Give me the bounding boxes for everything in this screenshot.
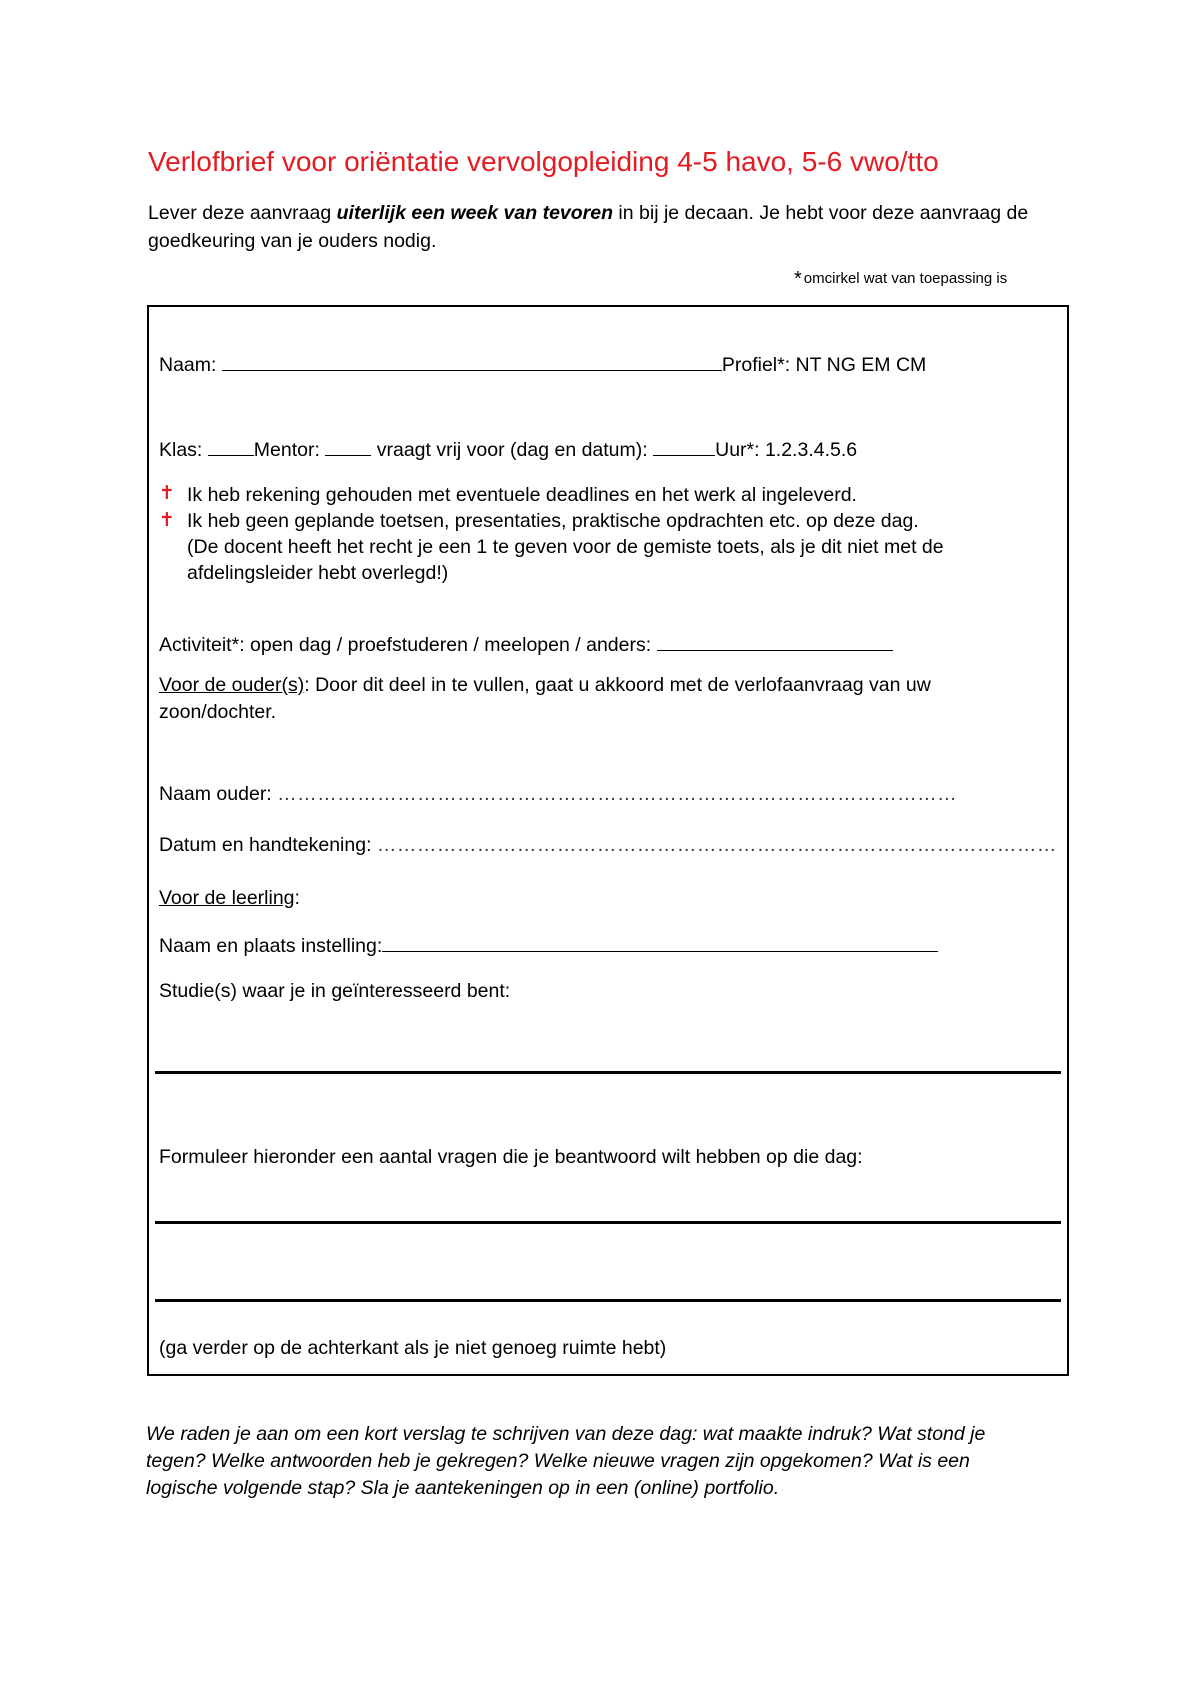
class-row [159, 437, 857, 462]
signature-field[interactable]: ………………………………………………………………………………………… [376, 834, 1057, 856]
institution-label: Naam en plaats instelling: [159, 935, 383, 957]
request-form [147, 305, 1069, 1376]
name-label: Naam: [159, 354, 217, 376]
check-note-line2: afdelingsleider hebt overlegd!) [187, 562, 449, 584]
report-advice: We raden je aan om een kort verslag te schrijven van deze dag: wat maakte indruk? Wat stond je tegen? Welke antwoorden heb je gekregen? Welke nieuwe vragen zijn opgekomen? Wat is een logische volgende stap? Sla je aantekeningen op in een (online) portfolio. [146, 1423, 986, 1499]
studies-answer-line[interactable] [155, 1071, 1061, 1074]
intro-post: in bij je decaan. Je hebt voor deze aanvraag de goedkeuring van je ouders nodig. [148, 202, 1029, 252]
activity-row [159, 632, 893, 657]
class-label: Klas: [159, 439, 203, 461]
backside-note: (ga verder op de achterkant als je niet genoeg ruimte hebt) [159, 1337, 667, 1359]
intro-pre: Lever deze aanvraag [148, 202, 337, 224]
profile-options[interactable]: Profiel*: NT NG EM CM [721, 354, 927, 376]
check-item-tests [159, 509, 175, 532]
student-heading-row [159, 887, 300, 910]
institution-field[interactable] [382, 933, 938, 952]
class-field[interactable] [208, 437, 254, 456]
studies-label: Studie(s) waar je in geïnteresseerd bent: [159, 980, 511, 1002]
parent-name-label: Naam ouder: [159, 783, 272, 805]
intro-emphasis: uiterlijk een week van tevoren [336, 202, 614, 224]
mentor-label: Mentor: [253, 439, 320, 461]
asterisk-icon: * [794, 268, 802, 290]
check-note-line1: (De docent heeft het recht je een 1 te geven voor de gemiste toets, als je dit niet met de [187, 536, 944, 558]
parent-name-row [159, 783, 957, 806]
questions-answer-line-2[interactable] [155, 1299, 1061, 1302]
parents-text: : Door dit deel in te vullen, gaat u akkoord met de verlofaanvraag van uw [304, 674, 931, 696]
activity-other-field[interactable] [657, 632, 893, 651]
parents-heading: Voor de ouder(s) [159, 674, 305, 696]
signature-label: Datum en handtekening: [159, 834, 372, 856]
questions-label: Formuleer hieronder een aantal vragen die je beantwoord wilt hebben op die dag: [159, 1146, 863, 1168]
name-row [159, 352, 926, 377]
student-heading: Voor de leerling [159, 887, 295, 909]
page-title: Verlofbrief voor oriëntatie vervolgopleiding 4-5 havo, 5-6 vwo/tto [148, 146, 939, 177]
signature-row [159, 834, 1057, 857]
parents-line2: zoon/dochter. [159, 701, 277, 723]
student-heading-colon: : [294, 887, 300, 909]
intro-text [148, 199, 1048, 255]
circle-note [794, 266, 1007, 289]
date-label: vraagt vrij voor (dag en datum): [376, 439, 648, 461]
hour-options[interactable]: Uur*: 1.2.3.4.5.6 [715, 439, 858, 461]
check-item-tests-text: Ik heb geen geplande toetsen, presentaties, praktische opdrachten etc. op deze dag. [187, 510, 919, 532]
parent-name-field[interactable]: ………………………………………………………………………………………… [277, 783, 958, 805]
parents-line1 [159, 674, 931, 697]
date-field[interactable] [653, 437, 715, 456]
check-item-deadlines-text: Ik heb rekening gehouden met eventuele deadlines en het werk al ingeleverd. [187, 484, 857, 506]
institution-row [159, 933, 938, 958]
questions-answer-line-1[interactable] [155, 1221, 1061, 1224]
circle-note-text: omcirkel wat van toepassing is [803, 270, 1008, 287]
checkmark-icon: ✝ [159, 510, 175, 531]
mentor-field[interactable] [325, 437, 371, 456]
check-item-deadlines [159, 482, 175, 505]
name-field[interactable] [222, 352, 722, 371]
checkmark-icon: ✝ [159, 483, 175, 504]
activity-options[interactable]: Activiteit*: open dag / proefstuderen / meelopen / anders: [159, 634, 652, 656]
